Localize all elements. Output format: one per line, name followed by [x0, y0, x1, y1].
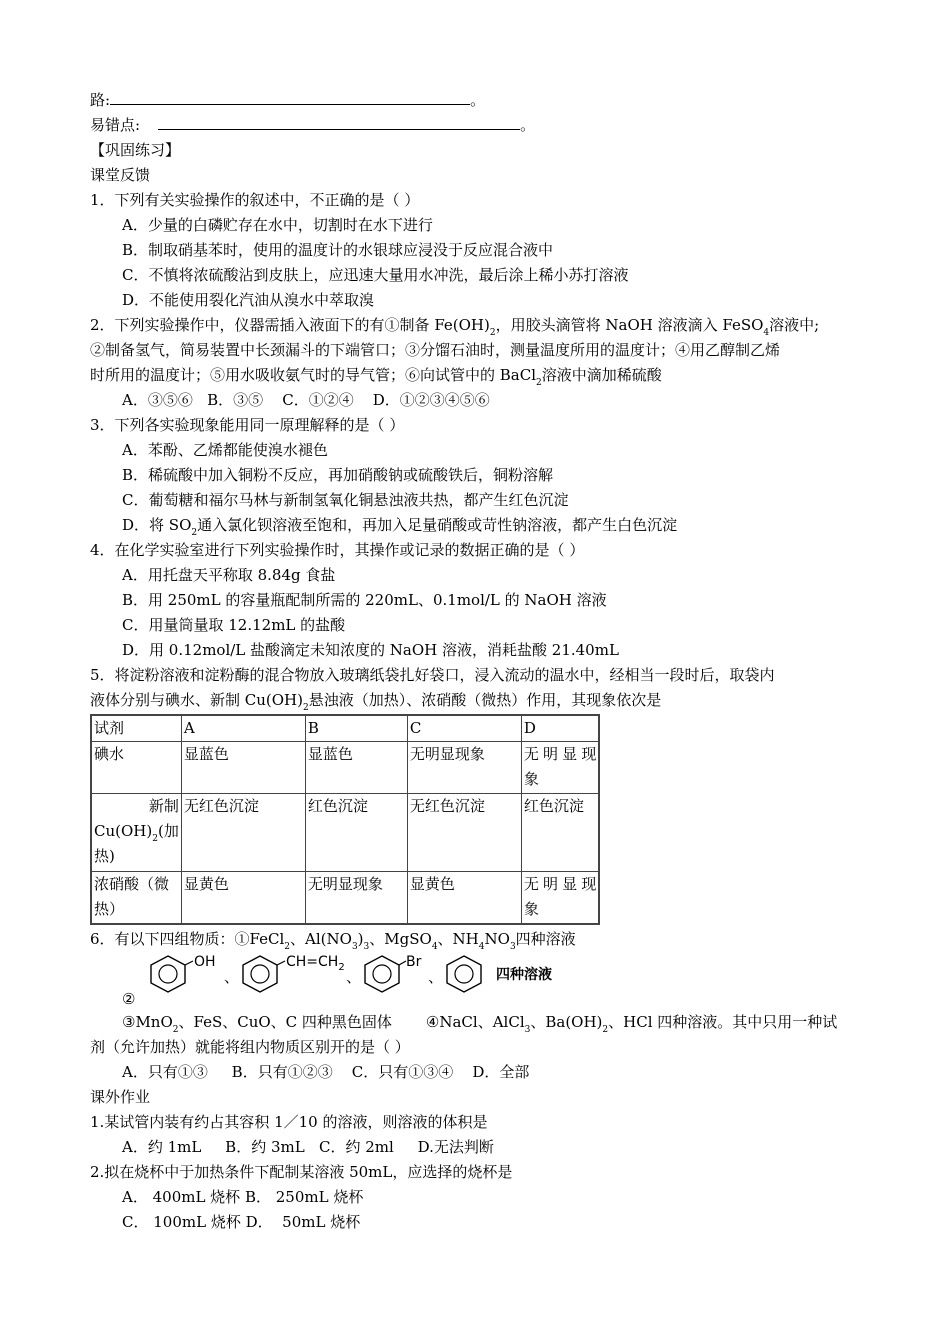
q3-stem: 3．下列各实验现象能用同一原理解释的是（ ）	[90, 416, 405, 434]
q5-line-2: 液体分别与碘水、新制 $Cu(OH)_2$悬浊液（加热）、浓硝酸（微热）作用，其现象依次是	[90, 691, 662, 713]
q3-option-b: B．稀硫酸中加入铜粉不反应，再加硝酸钠或硫酸铁后，铜粉溶解	[122, 466, 554, 484]
lu-line: 路: 。	[90, 88, 870, 113]
table-cell: 无明显现象	[521, 872, 599, 924]
table-row	[91, 742, 599, 794]
table-header-cell: 试剂	[91, 715, 181, 742]
separator: 、	[346, 967, 362, 986]
q1-stem: 1．下列有关实验操作的叙述中，不正确的是（ ）	[90, 191, 420, 209]
table-cell: 显蓝色	[181, 742, 305, 794]
q1-option-c: C．不慎将浓硫酸沾到皮肤上，应迅速大量用水冲洗，最后涂上稀小苏打溶液	[122, 266, 629, 284]
h2-options-2: C． 100mL 烧杯 D． 50mL 烧杯	[122, 1212, 361, 1231]
document-page	[90, 88, 870, 1235]
q6-molecule-row	[90, 952, 870, 1010]
q6-line-1: 6．有以下四组物质：①FeCl$_2$、$Al(NO_3)_3$、MgSO$_4$、$NH_4NO_3$四种溶液	[90, 929, 576, 952]
lu-label: 路:	[90, 91, 111, 109]
q4-stem: 4．在化学实验室进行下列实验操作时，其操作或记录的数据正确的是（ ）	[90, 541, 585, 559]
oh-label: OH	[194, 953, 216, 970]
yicuo-line: 易错点: 。	[90, 113, 870, 138]
q1-option-b: B．制取硝基苯时，使用的温度计的水银球应浸没于反应混合液中	[122, 241, 554, 259]
benzene-structure	[442, 952, 488, 996]
yicuo-blank[interactable]	[158, 113, 520, 130]
table-cell: 浓硝酸（微热）	[91, 872, 181, 924]
table-row	[91, 794, 599, 872]
section-homework: 课外作业	[90, 1087, 151, 1106]
table-cell: 无明显现象	[407, 742, 521, 794]
separator: 、	[428, 967, 444, 986]
q1-option-a: A．少量的白磷贮存在水中，切割时在水下进行	[122, 216, 433, 234]
section-classroom: 课堂反馈	[90, 166, 151, 184]
h2-options-1: A． 400mL 烧杯 B． 250mL 烧杯	[122, 1187, 364, 1206]
table-row	[91, 715, 599, 742]
four-solutions-label: 四种溶液	[496, 966, 552, 983]
q5-line-1: 5．将淀粉溶液和淀粉酶的混合物放入玻璃纸袋扎好袋口，浸入流动的温水中，经相当一段时后，取袋内	[90, 666, 775, 684]
table-cell: 红色沉淀	[305, 794, 407, 872]
separator: 、	[224, 967, 240, 986]
q4-option-a: A．用托盘天平称取 8.84g 食盐	[122, 566, 336, 584]
table-header-cell: C	[407, 715, 521, 742]
section-practice: 【巩固练习】	[90, 141, 181, 159]
table-header-cell: B	[305, 715, 407, 742]
q2-line-2: ②制备氢气，简易装置中长颈漏斗的下端管口；③分馏石油时，测量温度所用的温度计；④用乙醇制乙烯	[90, 341, 781, 359]
q4-option-b: B．用 250mL 的容量瓶配制所需的 220mL、0.1mol/L 的 NaOH 溶液	[122, 591, 607, 609]
h1-options: A．约 1mL B．约 3mL C．约 2ml D.无法判断	[122, 1137, 494, 1156]
vinyl-label: $CH=CH_2$	[286, 953, 345, 973]
table-cell: 显黄色	[407, 872, 521, 924]
table-row	[91, 872, 599, 924]
q5-table	[90, 714, 600, 925]
table-cell: 无明显现象	[305, 872, 407, 924]
table-cell: 碘水	[91, 742, 181, 794]
circled-two: ②	[122, 989, 136, 1008]
q4-option-c: C．用量筒量取 12.12mL 的盐酸	[122, 616, 346, 634]
table-cell: 无红色沉淀	[407, 794, 521, 872]
h1-stem: 1.某试管内装有约占其容积 1／10 的溶液，则溶液的体积是	[90, 1112, 488, 1131]
h2-stem: 2.拟在烧杯中于加热条件下配制某溶液 50mL，应选择的烧杯是	[90, 1162, 513, 1181]
table-cell: 新制 $Cu(OH)_2$(加 热)	[91, 794, 181, 872]
q2-options: A．③⑤⑥ B．③⑤ C．①②④ D．①②③④⑤⑥	[122, 391, 490, 409]
q6-line-3: ③MnO$_2$、FeS、CuO、C 四种黑色固体 ④NaCl、AlCl$_3$、$Ba(OH)_2$、HCl 四种溶液。其中只用一种试	[122, 1012, 838, 1035]
q6-line-4: 剂（允许加热）就能将组内物质区别开的是（ ）	[90, 1037, 410, 1056]
styrene-structure	[238, 952, 358, 996]
table-cell: 无红色沉淀	[181, 794, 305, 872]
table-header-cell: A	[181, 715, 305, 742]
q3-option-d: D．将 $SO_2$通入氯化钡溶液至饱和，再加入足量硝酸或苛性钠溶液，都产生白色沉淀	[122, 516, 678, 538]
table-cell: 显蓝色	[305, 742, 407, 794]
q3-option-c: C．葡萄糖和福尔马林与新制氢氧化铜悬浊液共热，都产生红色沉淀	[122, 491, 569, 509]
q1-option-d: D．不能使用裂化汽油从溴水中萃取溴	[122, 291, 375, 309]
q4-option-d: D．用 0.12mol/L 盐酸滴定未知浓度的 NaOH 溶液，消耗盐酸 21.40mL	[122, 641, 619, 659]
yicuo-label: 易错点:	[90, 116, 141, 134]
q2-line-3: 时所用的温度计；⑤用水吸收氨气时的导气管；⑥向试管中的 BaCl$_2$溶液中滴加稀硫酸	[90, 366, 662, 388]
table-cell: 无明显现象	[521, 742, 599, 794]
phenol-structure	[146, 952, 226, 996]
bromobenzene-structure	[360, 952, 430, 996]
lu-blank[interactable]	[110, 88, 470, 105]
br-label: Br	[406, 953, 422, 970]
q3-option-a: A．苯酚、乙烯都能使溴水褪色	[122, 441, 328, 459]
q2-line-1: 2．下列实验操作中，仪器需插入液面下的有①制备 $Fe(OH)_2$，用胶头滴管将 NaOH 溶液滴入 FeSO$_4$溶液中;	[90, 316, 820, 338]
table-cell: 红色沉淀	[521, 794, 599, 872]
q6-options: A．只有①③ B．只有①②③ C．只有①③④ D．全部	[122, 1062, 530, 1081]
table-cell: 显黄色	[181, 872, 305, 924]
table-header-cell: D	[521, 715, 599, 742]
